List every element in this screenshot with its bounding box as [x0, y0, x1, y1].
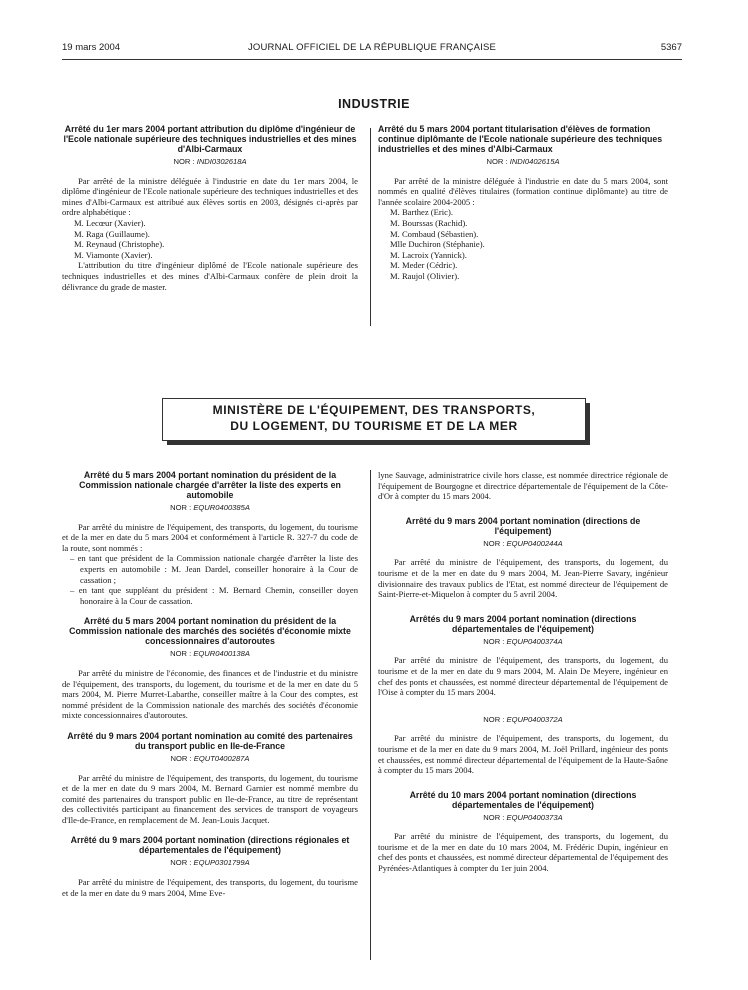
section-title-industrie: INDUSTRIE [338, 97, 410, 111]
decree-title: Arrêté du 9 mars 2004 portant nomination au comité des partenaires du transport public en Ile-de-France [67, 730, 353, 751]
decree-body: Par arrêté du ministre de l'équipement, des transports, du logement, du tourisme et de la mer en date du 9 mars 2004, M. Alain De Meyere, ingénieur en chef des ponts et chaussées, est nommé directeur départemental de l'équipement de l'Oise à compter du 15 mars 2004. [378, 655, 668, 698]
name-item: M. Bourssas (Rachid). [390, 217, 468, 228]
decree-body: Par arrêté du ministre de l'équipement, des transports, du logement, du tourisme et de la mer en date du 10 mars 2004, M. Frédéric Dupin, ingénieur en chef des ponts et chaussées, est nommé directeur départemental de l'équipement des Pyrénées-Atlantiques à compter du 1er juin 2004. [378, 831, 668, 874]
name-item: M. Combaud (Sébastien). [390, 228, 479, 239]
name-item: M. Meder (Cédric). [390, 260, 458, 271]
name-item: M. Reynaud (Christophe). [74, 239, 165, 250]
decree-title: Arrêtés du 9 mars 2004 portant nomination (directions départementales de l'équipement) [409, 613, 637, 634]
page-header [62, 42, 682, 56]
nor-reference: NOR : EQUT0400287A [170, 753, 250, 763]
nor-reference: NOR : EQUR0400385A [170, 503, 250, 512]
nor-reference: NOR : EQUR0400138A [170, 649, 250, 659]
list-item: – en tant que suppléant du président : M. Bernard Chemin, conseiller doyen honoraire à la Cour de cassation. [70, 585, 358, 606]
nor-reference: NOR : EQUP0400373A [483, 812, 563, 822]
decree-title: Arrêté du 5 mars 2004 portant nomination du président de la Commission nationale des marchés des sociétés d'économie mixte concessionnaires d'autoroutes [69, 616, 351, 647]
industrie-left-column [62, 124, 358, 292]
nor-reference: NOR : EQUP0400372A [483, 714, 563, 724]
decree-closing: L'attribution du titre d'ingénieur diplômé de l'Ecole nationale supérieure des techniques industrielles et des mines d'Albi-Carmaux confère de plein droit la délivrance du grade de master. [62, 260, 358, 292]
nor-reference: NOR : EQUP0400374A [483, 636, 563, 646]
decree-body: Par arrêté du ministre de l'équipement, des transports, du logement, du tourisme et de la mer en date du 9 mars 2004, Mme Eve- [62, 877, 358, 898]
nor-reference: NOR : INDI0302618A [173, 157, 247, 166]
decree-body: Par arrêté du ministre de l'équipement, des transports, du logement, du tourisme et de la mer en date du 5 mars 2004 et conformément à l'article R. 327-7 du code de la route, sont nommés : [62, 521, 358, 553]
issue-date: 19 mars 2004 [62, 42, 121, 53]
page-number: 5367 [660, 42, 682, 53]
name-item: M. Raga (Guillaume). [74, 228, 150, 239]
decree-body: Par arrêté de la ministre déléguée à l'industrie en date du 5 mars 2004, sont nommés en qualité d'élèves titulaires (formation continue diplômante) au titre de l'année scolaire 2004-2005 : [378, 175, 668, 207]
name-item: Mlle Duchiron (Stéphanie). [390, 239, 485, 250]
decree-body: Par arrêté du ministre de l'équipement, des transports, du logement, du tourisme et de la mer en date du 9 mars 2004, M. Jean-Pierre Savary, ingénieur divisionnaire des travaux publics de l'Etat, est nommé directeur de l'équipement de Saint-Pierre-et-Miquelon à compter du 5 avril 2004. [378, 557, 668, 600]
decree-title: Arrêté du 9 mars 2004 portant nomination (directions de l'équipement) [405, 515, 641, 536]
equipement-right-column [378, 470, 668, 874]
industrie-right-column [378, 124, 668, 282]
decree-title: Arrêté du 5 mars 2004 portant nomination du président de la Commission nationale chargée d'arrêter la liste des experts en automobile [79, 470, 341, 500]
nor-reference: NOR : INDI0402615A [486, 157, 560, 166]
box-shadow [167, 441, 590, 445]
decree-title: Arrêté du 10 mars 2004 portant nomination (directions départementales de l'équipement) [409, 789, 637, 810]
header-rule [62, 59, 682, 60]
decree-title: Arrêté du 1er mars 2004 portant attribution du diplôme d'ingénieur de l'Ecole nationale supérieure des techniques industrielles et des mines d'Albi-Carmaux [63, 124, 357, 154]
name-item: M. Barthez (Eric). [390, 207, 453, 218]
name-item: M. Lacroix (Yannick). [390, 249, 467, 260]
decree-title: Arrêté du 9 mars 2004 portant nomination (directions régionales et départementales de l'équipement) [70, 835, 350, 856]
box-shadow [586, 403, 590, 442]
column-rule [370, 470, 371, 960]
name-item: M. Raujol (Olivier). [390, 270, 460, 281]
nor-reference: NOR : EQUP0301799A [170, 858, 250, 868]
equipement-left-column [62, 470, 358, 898]
decree-title: Arrêté du 5 mars 2004 portant titularisation d'élèves de formation continue diplômante de l'Ecole nationale supérieure des techniques industrielles et des mines d'Albi-Carmaux [378, 124, 663, 154]
decree-continuation: lyne Sauvage, administratrice civile hors classe, est nommée directrice régionale de l'équipement de Bourgogne et directrice départementale de l'équipement de la Côte-d'Or à compter du 15 mars 2004. [378, 470, 668, 502]
ministry-title-box [162, 398, 586, 441]
decree-body: Par arrêté du ministre de l'équipement, des transports, du logement, du tourisme et de la mer en date du 9 mars 2004, M. Joël Prillard, ingénieur des ponts et chaussées, est nommé directeur départemental de l'équipement de la Haute-Saône à compter du 15 mars 2004. [378, 733, 668, 776]
decree-body: Par arrêté du ministre de l'équipement, des transports, du logement, du tourisme et de la mer en date du 9 mars 2004, M. Bernard Garnier est nommé membre du comité des partenaires du transport public en Ile-de-France, au titre de représentant des collectivités participant au financement des services de transport de voyageurs d'Ile-de-France, en remplacement de M. Jean-Louis Jacquet. [62, 772, 358, 825]
list-item: – en tant que président de la Commission nationale chargée d'arrêter la liste des experts en automobile : M. Jean Dardel, conseiller honoraire à la Cour de cassation ; [70, 553, 358, 585]
journal-title: JOURNAL OFFICIEL DE LA RÉPUBLIQUE FRANÇAISE [247, 42, 497, 53]
name-item: M. Lecœur (Xavier). [74, 217, 146, 228]
column-rule [370, 128, 371, 326]
decree-body: Par arrêté du ministre de l'économie, des finances et de l'industrie et du ministre de l'équipement, des transports, du logement, du tourisme et de la mer en date du 5 mars 2004, M. Pierre Murret-Labarthe, conseiller maître à la Cour des comptes, est nommé président de la Commission nationale des marchés des sociétés d'économie mixte concessionnaires d'autoroutes. [62, 667, 358, 721]
nor-reference: NOR : EQUP0400244A [483, 538, 563, 548]
name-item: M. Viamonte (Xavier). [74, 249, 153, 260]
ministry-title-line1: MINISTÈRE DE L'ÉQUIPEMENT, DES TRANSPORTS, [212, 403, 536, 417]
ministry-title-line2: DU LOGEMENT, DU TOURISME ET DE LA MER [230, 419, 518, 433]
decree-body: Par arrêté de la ministre déléguée à l'industrie en date du 1er mars 2004, le diplôme d'ingénieur de l'Ecole nationale supérieure des techniques industrielles et des mines d'Albi-Carmaux est attribué aux élèves sortis en 2003, désignés ci-après par ordre alphabétique : [62, 175, 358, 218]
